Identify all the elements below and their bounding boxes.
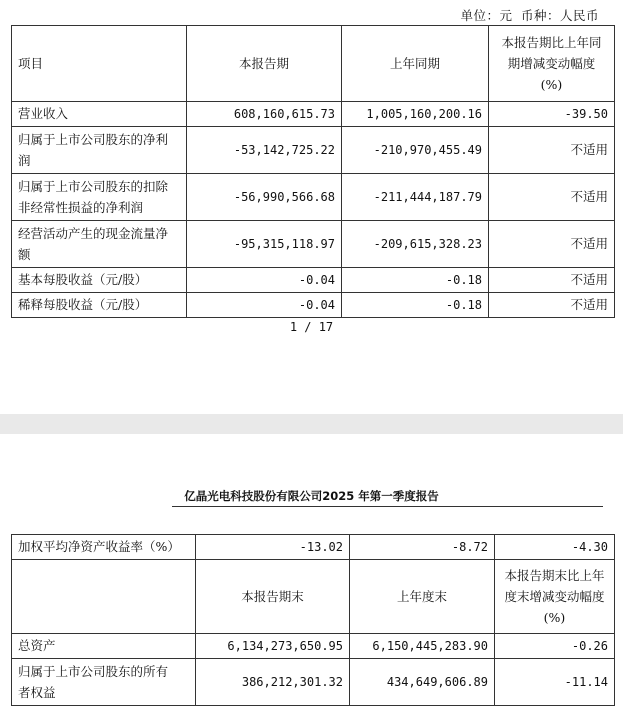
- table-row: [12, 293, 615, 318]
- row-item-line2: 额: [18, 247, 31, 262]
- col-header-change-line2: 度末增减变动幅度: [504, 589, 605, 604]
- table-row: [12, 268, 615, 293]
- col-header-current: 本报告期末: [196, 560, 350, 634]
- row-current: -53,142,725.22: [187, 127, 342, 174]
- col-header-change-line2: 期增减变动幅度: [507, 56, 596, 71]
- row-item: 加权平均净资产收益率（%）: [12, 535, 196, 560]
- col-header-change: [495, 560, 615, 634]
- row-current: 386,212,301.32: [196, 659, 350, 706]
- unit-line: [456, 6, 599, 24]
- row-item-line2: 非经常性损益的净利润: [18, 200, 144, 215]
- row-current: -0.04: [187, 268, 342, 293]
- row-previous: -0.18: [342, 293, 489, 318]
- row-change: -0.26: [495, 634, 615, 659]
- col-header-item: 项目: [12, 26, 187, 102]
- row-previous: 434,649,606.89: [350, 659, 495, 706]
- row-previous: 1,005,160,200.16: [342, 102, 489, 127]
- main-financial-table: [11, 25, 615, 318]
- title-divider: [172, 506, 603, 507]
- row-previous: -211,444,187.79: [342, 174, 489, 221]
- row-item: [12, 659, 196, 706]
- row-current: 6,134,273,650.95: [196, 634, 350, 659]
- row-item: [12, 174, 187, 221]
- table-header-row: [12, 560, 615, 634]
- table-header-row: [12, 26, 615, 102]
- page-gap: [0, 414, 623, 434]
- table-row: [12, 221, 615, 268]
- row-item: [12, 127, 187, 174]
- row-change: 不适用: [489, 174, 615, 221]
- table-row: [12, 535, 615, 560]
- col-header-change: [489, 26, 615, 102]
- row-item-line1: 归属于上市公司股东的净利: [18, 132, 169, 147]
- row-item: 基本每股收益（元/股）: [12, 268, 187, 293]
- row-change: -39.50: [489, 102, 615, 127]
- table-row: [12, 659, 615, 706]
- page-number: 1 / 17: [289, 320, 334, 334]
- row-change: 不适用: [489, 293, 615, 318]
- col-header-current: 本报告期: [187, 26, 342, 102]
- table-row: [12, 174, 615, 221]
- balance-table: [11, 534, 615, 706]
- row-item: 营业收入: [12, 102, 187, 127]
- row-previous: -8.72: [350, 535, 495, 560]
- row-item-line1: 经营活动产生的现金流量净: [18, 226, 169, 241]
- table-row: [12, 102, 615, 127]
- row-change: 不适用: [489, 127, 615, 174]
- table-row: [12, 127, 615, 174]
- report-title: 亿晶光电科技股份有限公司2025 年第一季度报告: [184, 489, 439, 503]
- row-current: -0.04: [187, 293, 342, 318]
- col-header-change-line3: (%): [540, 77, 563, 92]
- col-header-previous: 上年度末: [350, 560, 495, 634]
- row-item: 稀释每股收益（元/股）: [12, 293, 187, 318]
- page-2: [0, 434, 623, 712]
- row-item-line1: 归属于上市公司股东的扣除: [18, 179, 169, 194]
- row-item: 总资产: [12, 634, 196, 659]
- unit-label: 单位：元: [460, 8, 513, 23]
- currency-label: 币种：人民币: [520, 8, 599, 23]
- row-previous: 6,150,445,283.90: [350, 634, 495, 659]
- row-current: -56,990,566.68: [187, 174, 342, 221]
- row-current: 608,160,615.73: [187, 102, 342, 127]
- row-item: [12, 221, 187, 268]
- row-change: 不适用: [489, 221, 615, 268]
- table-row: [12, 634, 615, 659]
- row-current: -95,315,118.97: [187, 221, 342, 268]
- row-change: -4.30: [495, 535, 615, 560]
- col-header-change-line1: 本报告期末比上年: [504, 568, 605, 583]
- row-item-line2: 者权益: [18, 685, 56, 700]
- row-item-line2: 润: [18, 153, 31, 168]
- col-header-item-empty: [12, 560, 196, 634]
- col-header-change-line3: (%): [543, 610, 566, 625]
- row-item-line1: 归属于上市公司股东的所有: [18, 664, 169, 679]
- col-header-previous: 上年同期: [342, 26, 489, 102]
- row-change: 不适用: [489, 268, 615, 293]
- row-change: -11.14: [495, 659, 615, 706]
- row-previous: -209,615,328.23: [342, 221, 489, 268]
- row-previous: -210,970,455.49: [342, 127, 489, 174]
- row-current: -13.02: [196, 535, 350, 560]
- col-header-change-line1: 本报告期比上年同: [501, 35, 602, 50]
- row-previous: -0.18: [342, 268, 489, 293]
